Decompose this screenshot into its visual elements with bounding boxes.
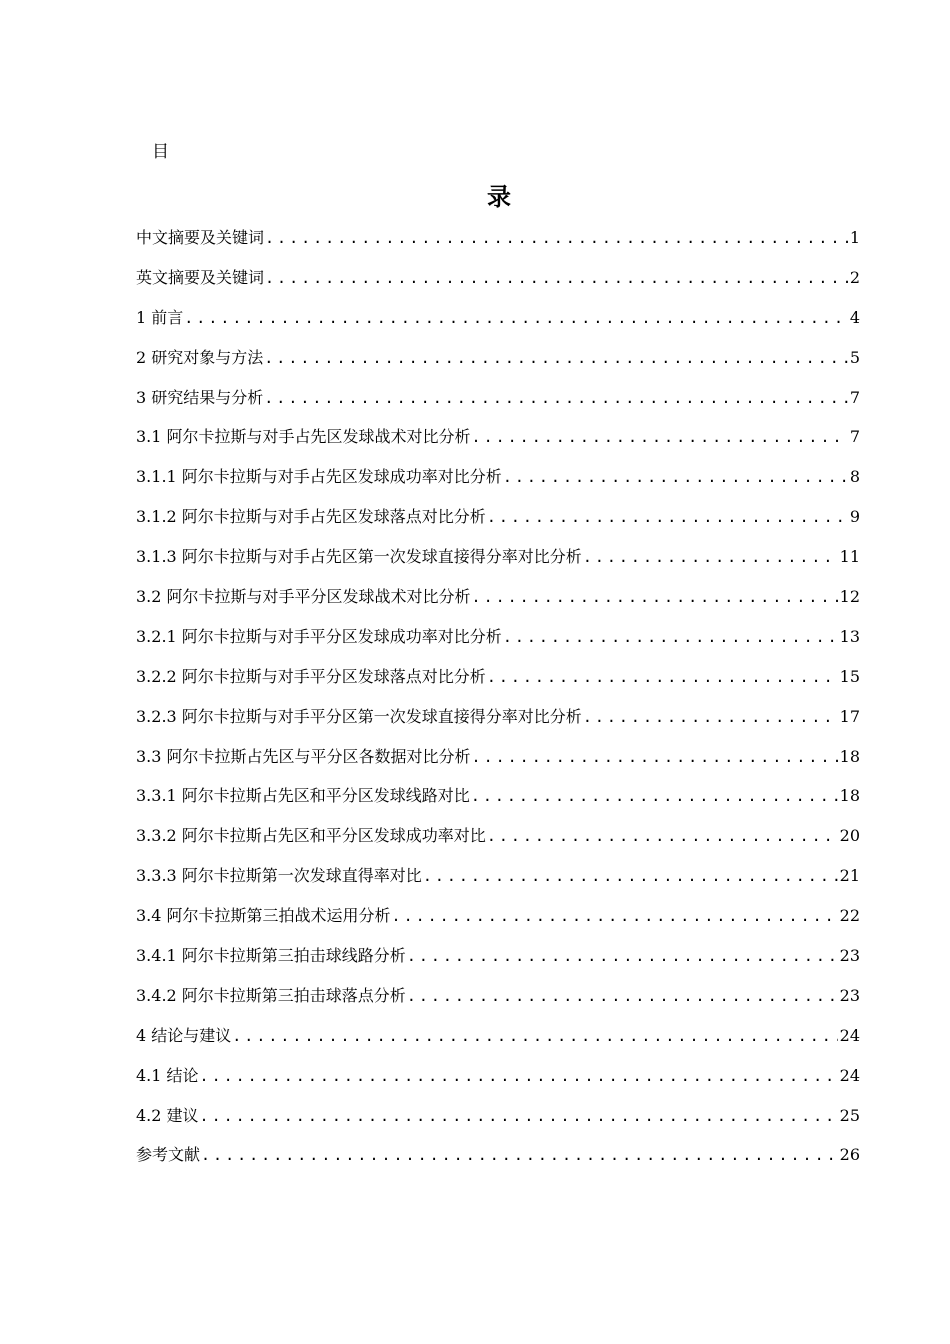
toc-entry-page-number: 1 [849, 228, 860, 247]
table-of-contents [136, 225, 860, 1182]
toc-entry-page-number: 9 [849, 507, 860, 527]
toc-entry[interactable] [136, 903, 860, 943]
toc-entry-label: 3.1 阿尔卡拉斯与对手占先区发球战术对比分析 [136, 427, 471, 447]
toc-entry-page-number: 12 [839, 587, 860, 607]
toc-entry-leader-dots [487, 504, 848, 530]
toc-entry-label: 3.2.1 阿尔卡拉斯与对手平分区发球成功率对比分析 [136, 626, 502, 646]
toc-entry[interactable] [136, 305, 860, 345]
toc-entry-label: 1 前言 [136, 307, 184, 327]
toc-entry-leader-dots [201, 1142, 838, 1168]
toc-entry-leader-dots [472, 744, 838, 770]
toc-entry[interactable] [136, 584, 860, 624]
toc-entry-page-number: 11 [839, 547, 860, 567]
toc-entry-page-number: 13 [839, 626, 860, 646]
toc-entry-leader-dots [487, 664, 838, 690]
toc-entry-label: 英文摘要及关键词 [136, 267, 265, 287]
toc-heading-part2: 录 [487, 183, 511, 211]
toc-heading-part1: 目 [152, 142, 169, 162]
toc-entry[interactable] [136, 1063, 860, 1103]
toc-entry[interactable] [136, 225, 860, 265]
toc-entry-leader-dots [503, 624, 838, 650]
toc-entry[interactable] [136, 424, 860, 464]
toc-entry-label: 2 研究对象与方法 [136, 347, 264, 367]
toc-entry-leader-dots [472, 424, 848, 450]
toc-entry-page-number: 23 [839, 985, 860, 1005]
toc-entry[interactable] [136, 1142, 860, 1182]
toc-entry-leader-dots [264, 385, 848, 411]
toc-entry-leader-dots [392, 903, 838, 929]
toc-entry-page-number: 5 [849, 347, 860, 367]
toc-entry-label: 3.2.2 阿尔卡拉斯与对手平分区发球落点对比分析 [136, 666, 486, 686]
toc-entry-page-number: 2 [849, 267, 860, 287]
toc-entry-leader-dots [200, 1063, 838, 1089]
toc-entry[interactable] [136, 744, 860, 784]
toc-entry-label: 3.2 阿尔卡拉斯与对手平分区发球战术对比分析 [136, 587, 471, 607]
toc-entry-page-number: 25 [839, 1105, 860, 1125]
toc-entry-label: 3.3.1 阿尔卡拉斯占先区和平分区发球线路对比 [136, 786, 470, 806]
toc-entry-page-number: 20 [839, 826, 860, 846]
toc-entry[interactable] [136, 1023, 860, 1063]
toc-entry-label: 参考文献 [136, 1145, 201, 1165]
toc-entry[interactable] [136, 265, 860, 305]
toc-entry-leader-dots [264, 345, 848, 371]
toc-entry[interactable] [136, 385, 860, 425]
toc-entry-label: 3.4 阿尔卡拉斯第三拍战术运用分析 [136, 906, 391, 926]
toc-entry[interactable] [136, 823, 860, 863]
toc-entry-label: 3.4.1 阿尔卡拉斯第三拍击球线路分析 [136, 946, 406, 966]
toc-entry-label: 3.3 阿尔卡拉斯占先区与平分区各数据对比分析 [136, 746, 471, 766]
toc-entry[interactable] [136, 704, 860, 744]
toc-entry-label: 3 研究结果与分析 [136, 387, 264, 407]
toc-entry[interactable] [136, 863, 860, 903]
toc-entry-leader-dots [487, 823, 838, 849]
toc-entry-label: 3.1.1 阿尔卡拉斯与对手占先区发球成功率对比分析 [136, 467, 502, 487]
toc-entry-label: 3.3.2 阿尔卡拉斯占先区和平分区发球成功率对比 [136, 826, 486, 846]
toc-entry[interactable] [136, 544, 860, 584]
toc-entry-page-number: 4 [849, 307, 860, 327]
toc-entry-leader-dots [503, 464, 848, 490]
toc-entry-label: 4.1 结论 [136, 1065, 199, 1085]
toc-entry-leader-dots [407, 983, 838, 1009]
toc-entry[interactable] [136, 783, 860, 823]
toc-entry-page-number: 7 [849, 427, 860, 447]
toc-entry-page-number: 24 [839, 1065, 860, 1085]
toc-entry-page-number: 8 [849, 467, 860, 487]
toc-entry-page-number: 18 [839, 786, 860, 806]
toc-entry-page-number: 24 [839, 1025, 860, 1045]
toc-entry-label: 中文摘要及关键词 [136, 228, 265, 247]
toc-entry[interactable] [136, 1103, 860, 1143]
toc-entry-leader-dots [407, 943, 838, 969]
toc-entry-label: 4.2 建议 [136, 1105, 199, 1125]
toc-entry-leader-dots [471, 783, 838, 809]
toc-entry-leader-dots [232, 1023, 837, 1049]
toc-entry[interactable] [136, 504, 860, 544]
toc-entry-leader-dots [265, 265, 848, 291]
toc-entry-leader-dots [200, 1103, 838, 1129]
toc-entry-page-number: 18 [839, 746, 860, 766]
toc-entry-leader-dots [583, 544, 838, 570]
toc-entry-page-number: 21 [839, 866, 860, 886]
toc-entry-label: 3.3.3 阿尔卡拉斯第一次发球直得率对比 [136, 866, 422, 886]
toc-entry-page-number: 17 [839, 706, 860, 726]
toc-entry-leader-dots [423, 863, 838, 889]
toc-entry[interactable] [136, 664, 860, 704]
toc-entry[interactable] [136, 464, 860, 504]
toc-entry[interactable] [136, 943, 860, 983]
toc-entry-page-number: 23 [839, 946, 860, 966]
toc-entry[interactable] [136, 983, 860, 1023]
toc-entry-page-number: 15 [839, 666, 860, 686]
toc-entry-leader-dots [184, 305, 848, 331]
toc-entry-leader-dots [265, 225, 848, 251]
toc-entry-page-number: 22 [839, 906, 860, 926]
toc-entry-leader-dots [583, 704, 838, 730]
toc-entry-label: 3.4.2 阿尔卡拉斯第三拍击球落点分析 [136, 985, 406, 1005]
toc-entry-leader-dots [472, 584, 838, 610]
toc-entry-label: 4 结论与建议 [136, 1025, 232, 1045]
toc-entry-label: 3.1.3 阿尔卡拉斯与对手占先区第一次发球直接得分率对比分析 [136, 547, 582, 567]
toc-entry-label: 3.1.2 阿尔卡拉斯与对手占先区发球落点对比分析 [136, 507, 486, 527]
toc-entry-label: 3.2.3 阿尔卡拉斯与对手平分区第一次发球直接得分率对比分析 [136, 706, 582, 726]
toc-entry-page-number: 7 [849, 387, 860, 407]
toc-entry[interactable] [136, 624, 860, 664]
toc-entry[interactable] [136, 345, 860, 385]
toc-entry-page-number: 26 [839, 1145, 860, 1165]
